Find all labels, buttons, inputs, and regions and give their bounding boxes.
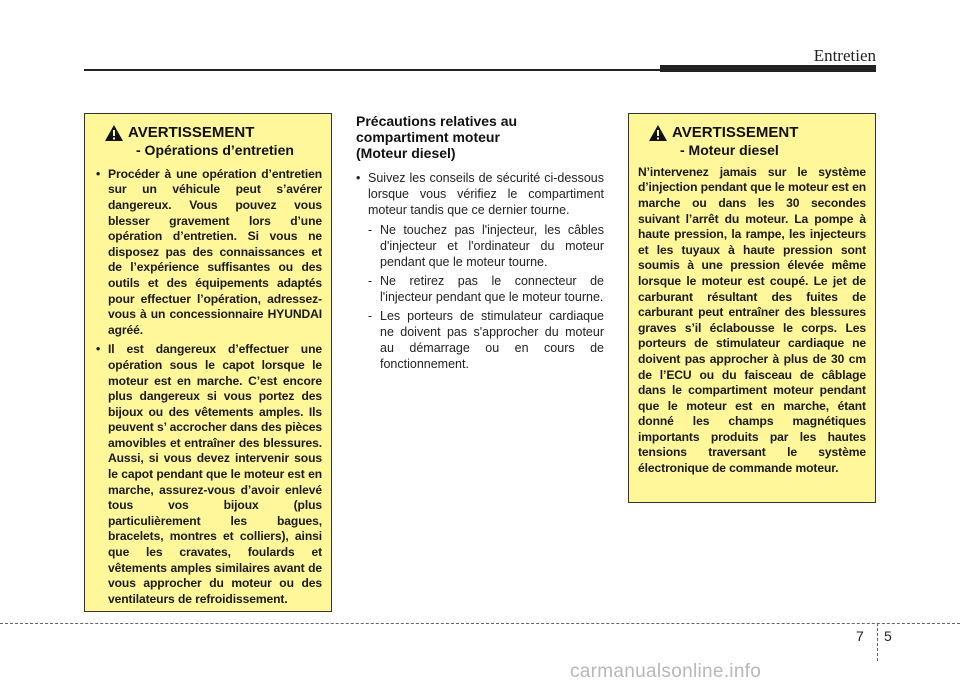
precaution-sub-item: - Ne retirez pas le connecteur de l'injecteur pendant que le moteur tourne. — [368, 273, 604, 305]
warning-box-diesel — [628, 113, 876, 503]
warning-box-maintenance — [84, 113, 332, 612]
warning-item: • Procéder à une opération d’entretien sur un véhicule peut s’avérer dangereux. Vous pouvez vous blesser gravement lors d’une opération d’entretien. Si vous ne disposez pas des connaissances et de l’expérience suffisantes ou des outils et des équipements adaptés pour effectuer l’opération, adressez-vous à un concessionnaire HYUNDAI agréé. — [94, 167, 322, 339]
precautions-section — [356, 113, 604, 375]
section-title-line: (Moteur diesel) — [356, 145, 456, 162]
chapter-number: 7 — [856, 628, 864, 644]
section-title-line: compartiment moteur — [356, 129, 500, 146]
precaution-sub-item: - Les porteurs de stimulateur cardiaque ne doivent pas s'approcher du moteur au démarrage ou en cours de fonctionnement. — [368, 308, 604, 372]
warning-subtitle: - Opérations d’entretien — [136, 142, 294, 158]
warning-title: AVERTISSEMENT — [128, 124, 255, 141]
warning-header — [638, 124, 866, 159]
header-bar — [660, 65, 876, 72]
precaution-bullet: • Suivez les conseils de sécurité ci-dessous lorsque vous vérifiez le compartiment moteur tandis que ce dernier tourne. — [356, 170, 604, 218]
warning-triangle-icon — [648, 124, 668, 142]
header-rule — [84, 69, 660, 71]
header-title: Entretien — [813, 46, 876, 65]
warning-subtitle: - Moteur diesel — [680, 142, 779, 158]
footer-rule — [0, 623, 960, 624]
section-title — [356, 113, 604, 161]
warning-header — [94, 124, 322, 159]
warning-title: AVERTISSEMENT — [672, 124, 799, 141]
warning-text: N’intervenez jamais sur le système d’injection pendant que le moteur est en marche ou dans les 30 secondes suivant l’arrêt du moteur. La pompe à haute pression, la rampe, les injecteurs et les tuyaux à haute pression sont soumis à une pression élevée même lorsque le moteur est coupé. Le jet de carburant résultant des fuites de carburant peut entraîner des blessures graves s’il éclabousse le corps. Les porteurs de stimulateur cardiaque ne doivent pas approcher à plus de 30 cm de l’ECU ou du faisceau de câblage dans le compartiment moteur pendant que le moteur est en marche, étant donné les champs magnétiques importants produits par les hautes tensions traversant le système électronique de commande moteur. — [638, 164, 866, 476]
watermark: carmanualsonline.info — [570, 661, 762, 682]
page-number: 5 — [884, 628, 892, 644]
section-title-line: Précautions relatives au — [356, 113, 518, 129]
footer-divider — [877, 623, 878, 661]
warning-list — [94, 167, 322, 608]
warning-item: • Il est dangereux d’effectuer une opération sous le capot lorsque le moteur est en marche. C’est encore plus dangereux si vous portez des bijoux ou des vêtements amples. Ils peuvent s’ accrocher dans des pièces amovibles et entraîner des blessures. Aussi, si vous devez intervenir sous le capot pendant que le moteur est en marche, assurez-vous d’avoir enlevé tous vos bijoux (plus particulièrement les bagues, bracelets, montres et colliers), ainsi que les cravates, foulards et vêtements amples similaires avant de vous approcher du moteur ou des ventilateurs de refroidissement. — [94, 342, 322, 607]
precaution-sub-item: - Ne touchez pas l'injecteur, les câbles d'injecteur et l'ordinateur du moteur pendant que le moteur tourne. — [368, 222, 604, 270]
warning-triangle-icon — [104, 124, 124, 142]
precaution-sub-list — [368, 222, 604, 372]
